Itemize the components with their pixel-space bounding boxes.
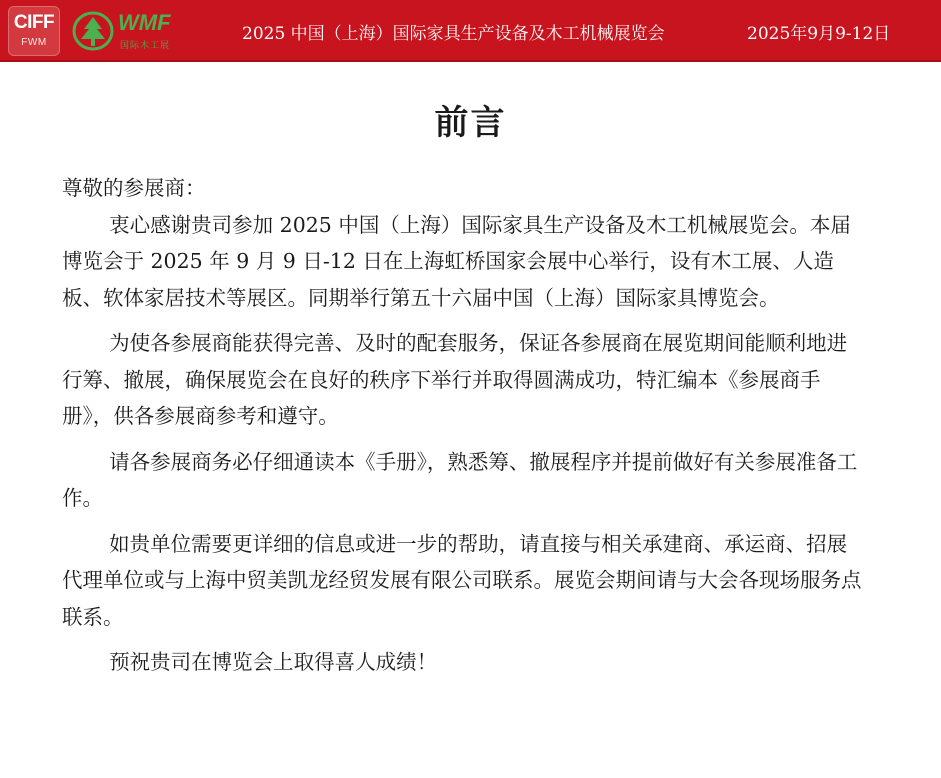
wmf-logo-text: WMF: [118, 10, 171, 35]
tree-icon: [72, 11, 114, 51]
paragraph-read-handbook: 请各参展商务必仔细通读本《手册》，熟悉筹、撤展程序并提前做好有关参展准备工作。: [62, 449, 858, 510]
page-title: 前言: [434, 103, 507, 143]
salutation: 尊敬的参展商：: [62, 176, 206, 200]
exhibition-date: 2025年9月9-12日: [747, 24, 891, 44]
ciff-logo: [8, 6, 60, 56]
exhibition-title: 2025 中国（上海）国际家具生产设备及木工机械展览会: [242, 24, 665, 44]
preface-body: [62, 170, 862, 681]
paragraph-purpose: 为使各参展商能获得完善、及时的配套服务，保证各参展商在展览期间能顺利地进行筹、撤展，确保展览会在良好的秩序下举行并取得圆满成功，特汇编本《参展商手册》，供各参展商参考和遵守。: [62, 331, 848, 428]
paragraph-contact: 如贵单位需要更详细的信息或进一步的帮助，请直接与相关承建商、承运商、招展代理单位或与上海中贸美凯龙经贸发展有限公司联系。展览会期间请与大会各现场服务点联系。: [62, 531, 862, 629]
wmf-logo-cn-text: 国际木工展: [120, 41, 171, 51]
ciff-logo-subtext: FWM: [21, 37, 47, 48]
header-banner: [0, 0, 941, 60]
wmf-logo: [72, 8, 182, 54]
ciff-logo-text: CIFF: [13, 12, 55, 33]
header-divider: [0, 60, 941, 62]
paragraph-wishes: 预祝贵司在博览会上取得喜人成绩！: [109, 650, 438, 674]
paragraph-thanks: 衷心感谢贵司参加 2025 中国（上海）国际家具生产设备及木工机械展览会。本届博览会于 2025 年 9 月 9 日-12 日在上海虹桥国家会展中心举行，设有木工展、人造板、软体家居技术等展区。同期举行第五十六届中国（上海）国际家具博览会。: [62, 212, 851, 310]
